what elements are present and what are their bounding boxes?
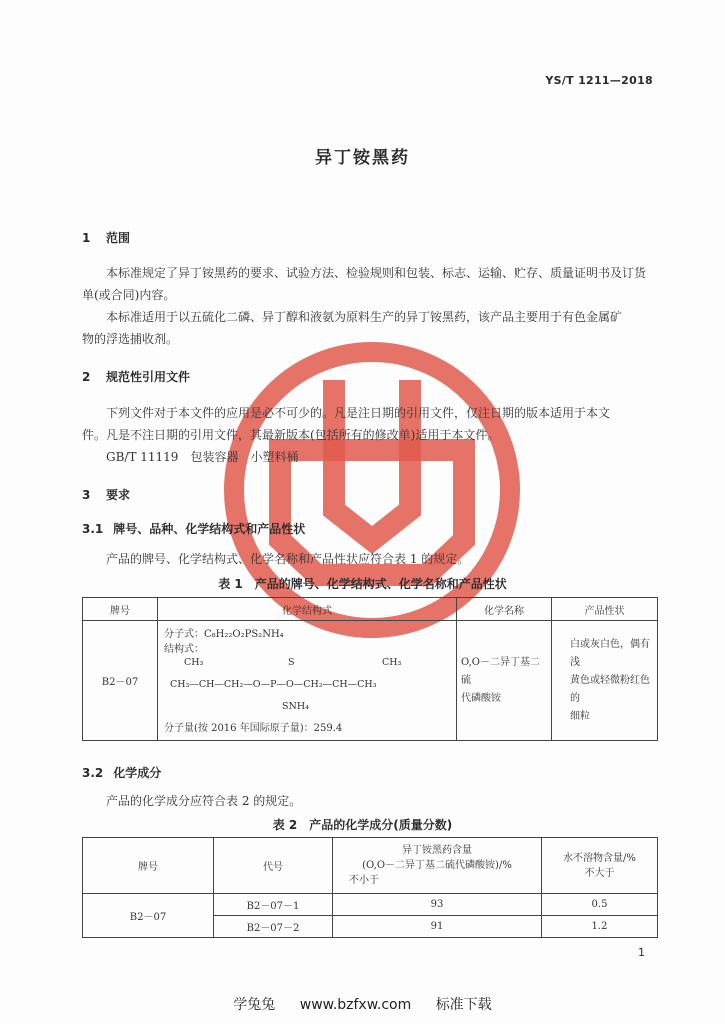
t1-header-structure: 化学结构式 (158, 598, 457, 621)
t1-chemical-name: O,O－二异丁基二硫 代磷酸铵 (457, 621, 552, 741)
footer (0, 994, 725, 1014)
footer-url[interactable]: www.bzfxw.com (299, 997, 412, 1013)
t1-header-property: 产品性状 (552, 598, 658, 621)
main-chain: CH₃—CH—CH₂—O—P—O—CH₂—CH—CH₃ (170, 679, 377, 690)
footer-tag: 标准下载 (435, 997, 492, 1013)
table-2-caption: 表 2 产品的化学成分(质量分数) (272, 818, 453, 832)
table-row (83, 894, 658, 916)
t2-header-insoluble: 水不溶物含量/% 不大于 (542, 838, 658, 894)
table-2 (82, 837, 658, 938)
t1-grade: B2－07 (83, 621, 158, 741)
section-3-heading: 3 要求 (82, 488, 131, 502)
t2-code: B2－07－1 (214, 894, 333, 916)
reference-item: GB/T 11119 包装容器 小塑料桶 (106, 450, 299, 464)
s-top: S (288, 657, 295, 668)
t2-header-content: 异丁铵黑药含量 (O,O－二异丁基二硫代磷酸铵)/% 不小于 (333, 838, 542, 894)
t1-header-grade: 牌号 (83, 598, 158, 621)
t2-insoluble: 0.5 (542, 894, 658, 916)
molecular-weight: 分子量(按 2016 年国际原子量)：259.4 (164, 723, 343, 734)
page-number: 1 (638, 946, 645, 959)
t2-content: 91 (333, 916, 542, 938)
seal-watermark-icon (222, 340, 522, 640)
table-1-caption: 表 1 产品的牌号、化学结构式、化学名称和产品性状 (218, 577, 507, 591)
section-1-body: 本标准规定了异丁铵黑药的要求、试验方法、检验规则和包装、标志、运输、贮存、质量证明书及订货 单(或合同)内容。 本标准适用于以五硫化二磷、异丁醇和液氨为原料生产的异丁铵黑药，该产品主要用于有色金属矿 物的浮选捕收剂。 (82, 266, 647, 346)
ch3-right: CH₃ (382, 657, 402, 668)
t1-property: 白或灰白色，偶有浅 黄色或轻微粉红色的 细粒 (552, 621, 658, 741)
section-1-heading: 1 范围 (82, 231, 131, 245)
t2-code: B2－07－2 (214, 916, 333, 938)
section-3-1-heading: 3.1 牌号、品种、化学结构式和产品性状 (82, 522, 306, 536)
t1-structure (158, 621, 457, 741)
t2-content: 93 (333, 894, 542, 916)
t2-grade: B2－07 (83, 894, 214, 938)
ch3-left: CH₃ (184, 657, 204, 668)
standard-number: YS/T 1211—2018 (545, 74, 653, 87)
t2-header-code: 代号 (214, 838, 333, 894)
footer-site: 学兔兔 (233, 997, 276, 1013)
section-2-heading: 2 规范性引用文件 (82, 370, 191, 384)
document-title: 异丁铵黑药 (315, 148, 410, 168)
table-1 (82, 597, 658, 741)
section-3-1-body: 产品的牌号、化学结构式、化学名称和产品性状应符合表 1 的规定。 (106, 552, 470, 566)
molecular-formula: 分子式：C₈H₂₂O₂PS₂NH₄ (164, 629, 284, 640)
t1-header-name: 化学名称 (457, 598, 552, 621)
t2-header-grade: 牌号 (83, 838, 214, 894)
t2-insoluble: 1.2 (542, 916, 658, 938)
section-3-2-body: 产品的化学成分应符合表 2 的规定。 (106, 794, 302, 808)
section-2-body: 下列文件对于本文件的应用是必不可少的。凡是注日期的引用文件，仅注日期的版本适用于本文 件。凡是不注日期的引用文件，其最新版本(包括所有的修改单)适用于本文件。 GB/T 11119 包装容器 小塑料桶 (82, 402, 662, 468)
snh4: SNH₄ (282, 701, 309, 712)
structure-label: 结构式： (164, 644, 204, 655)
section-3-2-heading: 3.2 化学成分 (82, 766, 162, 780)
